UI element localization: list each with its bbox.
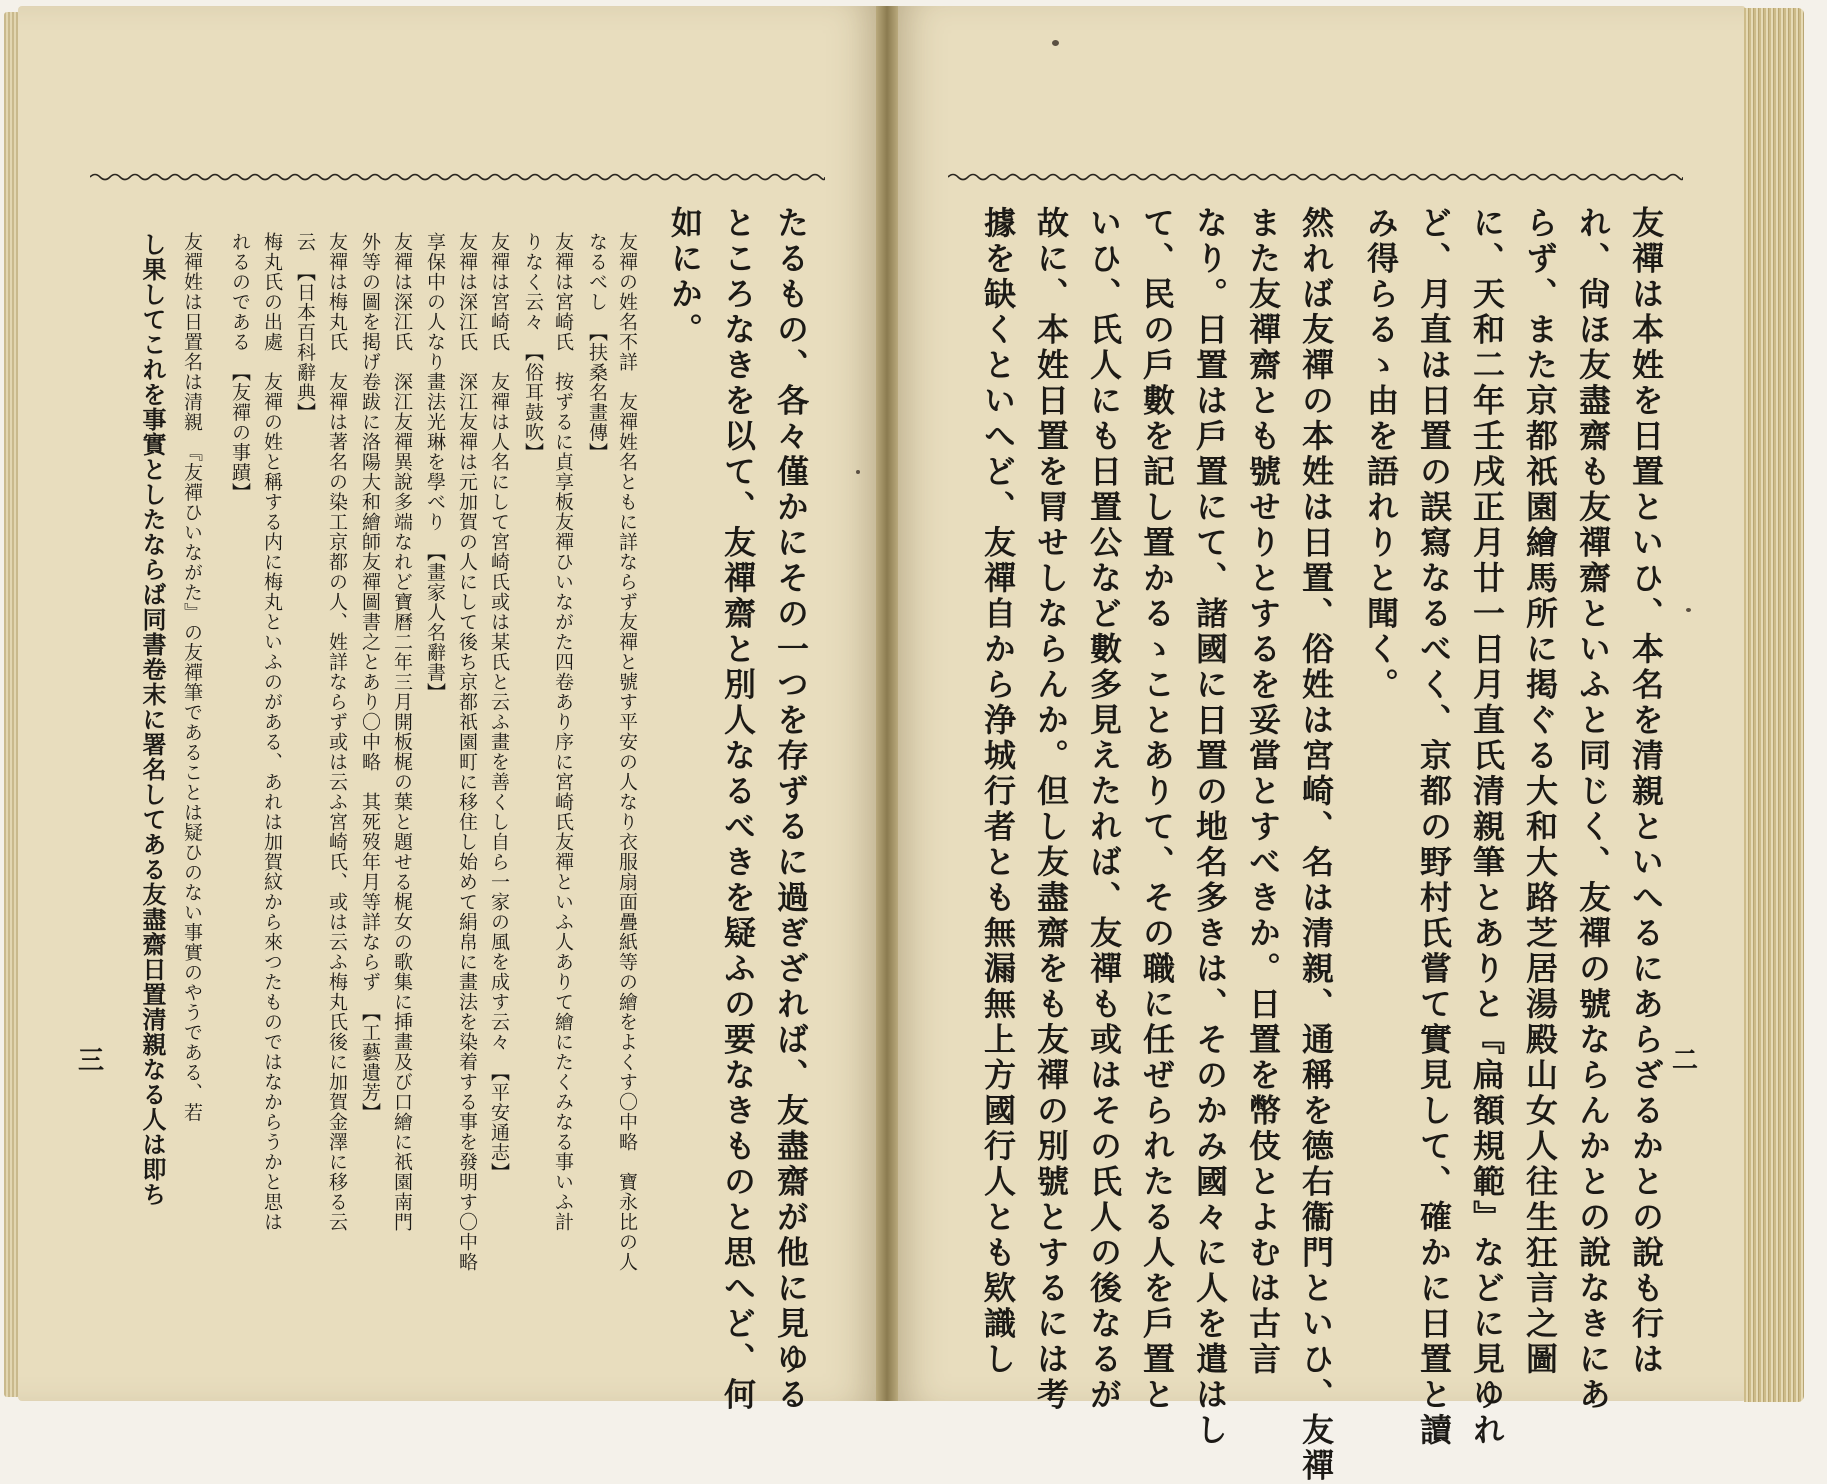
note-column: 友禪姓は日置名は清親 『友禪ひいながた』の友禪筆であることは疑ひのない事實のやうである、若: [181, 232, 203, 1123]
note-column: 友禪の姓名不詳 友禪姓名ともに詳ならず友禪と號す平安の人なり衣服扇面疊紙等の繪をよくす〇中略 寶永比の人: [616, 232, 638, 1272]
note-column: 友禪は梅丸氏 友禪は著名の染工京都の人、姓詳ならず或は云ふ宮崎氏、或は云ふ梅丸氏後に加賀金澤に移る云: [326, 232, 348, 1232]
wavy-rule-left: [90, 172, 825, 182]
note-column: りなく云々 【俗耳鼓吹】: [522, 232, 544, 463]
page-speck: [1686, 608, 1691, 612]
book-gutter: [876, 6, 898, 1401]
text-column: み得らるゝ由を語れりと聞く。: [1362, 206, 1400, 703]
page-number-left: 三: [78, 1046, 105, 1076]
note-column: れるのである 【友禪の事蹟】: [229, 232, 251, 503]
page-speck: [856, 470, 860, 474]
text-column: ところなきを以て、友禪齋と別人なるべきを疑ふの要なきものと思へど、何: [719, 206, 757, 1413]
note-column: 友禪は宮崎氏 按ずるに貞享板友禪ひいながた四卷あり序に宮崎氏友禪といふ人ありて繪にたくみなる事いふ計: [552, 232, 574, 1232]
text-column: らず、また京都祇園繪馬所に掲ぐる大和大路芝居湯殿山女人往生狂言之圖: [1521, 206, 1559, 1378]
text-column: 如にか。: [666, 206, 704, 348]
text-column: 故に、本姓日置を冐せしならんか。但し友盡齋をも友禪の別號とするには考: [1032, 206, 1070, 1413]
note-column: し果してこれを事實としたならば同書卷末に署名してある友盡齋日置清親なる人は即ち: [138, 232, 167, 1207]
note-column: 外等の圖を掲げ卷跋に洛陽大和繪師友禪圖書之とあり〇中略 其死歿年月等詳ならず 【工藝遺芳】: [359, 232, 381, 1123]
text-column: ど、月直は日置の誤寫なるべく、京都の野村氏嘗て實見して、確かに日置と讀: [1415, 206, 1453, 1449]
page-speck: [1052, 40, 1059, 46]
note-column: 云 【日本百科辭典】: [294, 232, 316, 423]
text-column: たるもの、各々僅かにその一つを存ずるに過ぎざれば、友盡齋が他に見ゆる: [772, 206, 810, 1413]
text-column: て、民の戶數を記し置かるゝことありて、その職に任ぜられたる人を戶置と: [1138, 206, 1176, 1413]
note-column: 享保中の人なり畫法光琳を學べり 【畫家人名辭書】: [424, 232, 446, 703]
text-column: 友禪は本姓を日置といひ、本名を清親といへるにあらざるかとの說も行は: [1627, 206, 1665, 1378]
text-column: 據を缺くといへど、友禪自から浄城行者とも無漏無上方國行人とも欵識し: [979, 206, 1017, 1378]
text-column: また友禪齋とも號せりとするを妥當とすべきか。日置を幣伎とよむは古言: [1244, 206, 1282, 1378]
text-column: いひ、氏人にも日置公など數多見えたれば、友禪も或はその氏人の後なるが: [1085, 206, 1123, 1413]
text-column: なり。日置は戶置にて、諸國に日置の地名多きは、そのかみ國々に人を遣はし: [1191, 206, 1229, 1449]
page-number-right: 二: [1672, 1046, 1699, 1076]
note-column: 梅丸氏の出處 友禪の姓と稱する内に梅丸といふのがある、あれは加賀紋から來つたものではなからうかと思は: [261, 232, 283, 1232]
text-column: 然れば友禪の本姓は日置、俗姓は宮崎、名は清親、通稱を德右衞門といひ、友禪: [1297, 206, 1335, 1484]
text-column: に、天和二年壬戌正月廿一日月直氏清親筆とありと『扁額規範』などに見ゆれ: [1468, 206, 1506, 1449]
note-column: 友禪は深江氏 深江友禪は元加賀の人にして後ち京都祇園町に移住し始めて絹帛に畫法を染着する事を發明す〇中略: [456, 232, 478, 1272]
note-column: 友禪は宮崎氏 友禪は人名にして宮崎氏或は某氏と云ふ畫を善くし自ら一家の風を成す云々 【平安通志】: [488, 232, 510, 1183]
note-column: 友禪は深江氏 深江友禪異說多端なれど寶曆二年三月開板梶の葉と題せる梶女の歌集に挿畫及び口繪に祇園南門: [391, 232, 413, 1232]
note-column: なるべし 【扶桑名畫傳】: [586, 232, 608, 463]
text-column: れ、尙ほ友盡齋も友禪齋といふと同じく、友禪の號ならんかとの說なきにあ: [1574, 206, 1612, 1413]
page-edge-right: [1744, 8, 1804, 1402]
wavy-rule-right: [948, 172, 1683, 182]
